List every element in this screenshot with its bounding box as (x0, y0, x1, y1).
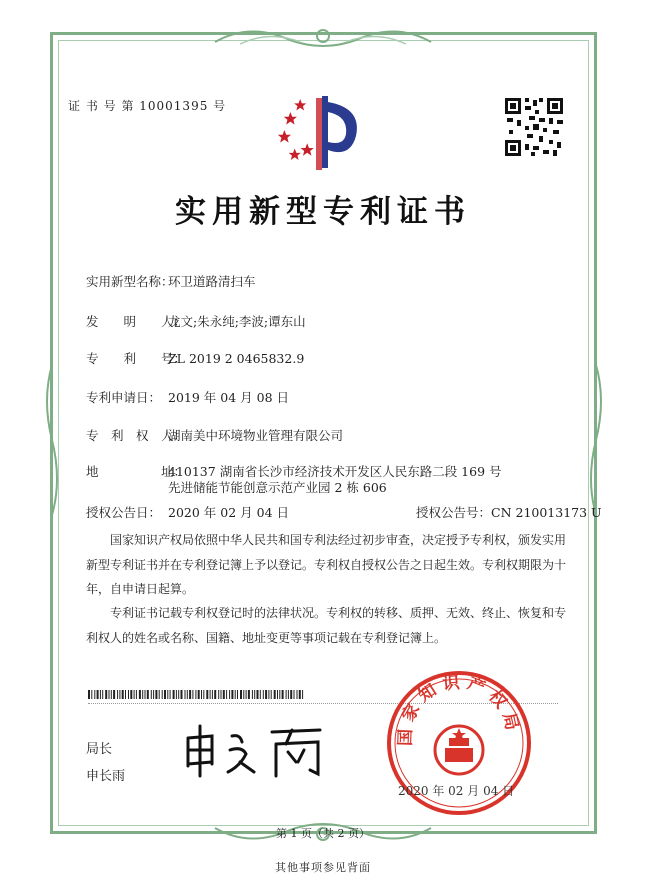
barcode-bar (302, 690, 303, 699)
paragraph-line: 专利证书记载专利权登记时的法律状况。专利权的转移、质押、无效、终止、恢复和专 (86, 606, 567, 620)
grant-statement-paragraph (86, 528, 566, 602)
barcode-bar (229, 690, 230, 699)
barcode-bar (279, 690, 280, 699)
barcode-bar (155, 690, 157, 699)
barcode-bar (178, 690, 179, 699)
seal-text: 国家知识产权局 (395, 672, 523, 747)
filing-date-value: 2019 年 04 月 08 日 (168, 390, 289, 405)
barcode-bar (97, 690, 99, 699)
legal-status-paragraph (86, 601, 566, 650)
page-number: 第 1 页（共 2 页） (276, 827, 370, 840)
barcode-bar (91, 690, 92, 699)
footer-note: 其他事项参见背面 (275, 861, 371, 874)
barcode-bar (162, 690, 163, 699)
barcode-bar (130, 690, 132, 699)
barcode-bar (237, 690, 238, 699)
barcode-bar (117, 690, 118, 699)
paragraph-line: 国家知识产权局依照中华人民共和国专利法经过初步审查，决定授予专利权，颁发实用 (86, 533, 567, 547)
seal-date: 2020 年 02 月 04 日 (398, 784, 515, 798)
patent-number-value: ZL 2019 2 0465832.9 (168, 351, 305, 366)
address-label: 地 址： (86, 464, 187, 479)
barcode-bar (246, 690, 247, 699)
barcode-bar (170, 690, 171, 699)
barcode-bar (288, 690, 289, 699)
barcode-bar (201, 690, 202, 699)
barcode-bar (254, 690, 255, 699)
barcode-bar (185, 690, 186, 699)
barcode-bar (102, 690, 103, 699)
barcode-bar (294, 690, 295, 699)
barcode-bar (100, 690, 101, 699)
barcode-bar (198, 690, 200, 699)
inventor-row (86, 312, 306, 330)
patent-number-label: 专 利 号： (86, 351, 187, 366)
utility-model-name-value: 环卫道路清扫车 (168, 274, 256, 289)
signatory-name: 申长雨 (86, 769, 126, 784)
barcode-bar (274, 690, 276, 699)
barcode-bar (257, 690, 259, 699)
barcode-bar (223, 690, 225, 699)
barcode-bar (159, 690, 160, 699)
address-value-line2: 先进储能节能创意示范产业园 2 栋 606 (168, 480, 387, 495)
paragraph-line: 年，自申请日起算。 (86, 582, 195, 596)
barcode-bar (88, 690, 90, 699)
barcode-bar (105, 690, 107, 699)
barcode-bar (139, 690, 141, 699)
certificate-number: 证 书 号 第 10001395 号 (68, 99, 227, 113)
right-ornament (586, 360, 606, 520)
barcode-bar (218, 690, 219, 699)
patentee-value: 湖南美中环境物业管理有限公司 (168, 428, 344, 443)
inventor-label: 发 明 人： (86, 314, 187, 329)
barcode-bar (181, 690, 183, 699)
paragraph-line: 新型专利证书并在专利登记簿上予以登记。专利权自授权公告之日起生效。专利权期限为十 (86, 557, 567, 572)
barcode-bar (142, 690, 143, 699)
signatory-title: 局长 (86, 742, 113, 757)
barcode-bar (268, 690, 269, 699)
grant-date-label: 授权公告日： (86, 505, 162, 520)
utility-model-name-label: 实用新型名称： (86, 274, 174, 289)
inventor-value: 龙文;朱永纯;李波;谭东山 (168, 314, 306, 329)
barcode-bar (297, 690, 298, 699)
barcode-bar (119, 690, 120, 699)
barcode-bar (153, 690, 154, 699)
barcode-bar (173, 690, 175, 699)
patent-number-row (86, 349, 304, 367)
barcode-bar (109, 690, 110, 699)
barcode-bar (145, 690, 146, 699)
barcode-bar (210, 690, 211, 699)
grant-number-value: CN 210013173 U (491, 505, 602, 520)
barcode-bar (240, 690, 242, 699)
address-value-line1: 410137 湖南省长沙市经济技术开发区人民东路二段 169 号 (168, 464, 502, 479)
barcode-bar (164, 690, 166, 699)
barcode-bar (263, 690, 264, 699)
barcode-bar (221, 690, 222, 699)
barcode-bar (203, 690, 204, 699)
barcode-bar (113, 690, 115, 699)
barcode-bar (167, 690, 168, 699)
barcode-bar (226, 690, 227, 699)
filing-date-row (86, 388, 289, 406)
barcode-bar (94, 690, 95, 699)
barcode-bar (111, 690, 112, 699)
barcode-bar (299, 690, 301, 699)
barcode-bar (252, 690, 253, 699)
filing-date-label: 专利申请日： (86, 390, 162, 405)
barcode-bar (195, 690, 196, 699)
barcode-bar (286, 690, 287, 699)
barcode (88, 690, 306, 699)
barcode-bar (122, 690, 124, 699)
grant-date-value: 2020 年 02 月 04 日 (168, 505, 289, 520)
barcode-bar (151, 690, 152, 699)
barcode-bar (206, 690, 208, 699)
patentee-row (86, 426, 343, 444)
barcode-bar (214, 690, 216, 699)
handwritten-signature (180, 720, 330, 780)
barcode-bar (235, 690, 236, 699)
qr-code (503, 96, 565, 158)
left-ornament (42, 360, 62, 520)
barcode-bar (136, 690, 137, 699)
barcode-bar (282, 690, 284, 699)
paragraph-line: 利权人的姓名或名称、国籍、地址变更等事项记载在专利登记簿上。 (86, 630, 447, 645)
barcode-bar (189, 690, 191, 699)
barcode-bar (192, 690, 193, 699)
certificate-title: 实用新型专利证书 (175, 194, 471, 230)
barcode-bar (231, 690, 233, 699)
barcode-bar (271, 690, 272, 699)
barcode-bar (290, 690, 292, 699)
barcode-bar (260, 690, 261, 699)
grant-number-label: 授权公告号： (416, 505, 492, 520)
barcode-bar (176, 690, 177, 699)
barcode-bar (147, 690, 149, 699)
barcode-bar (265, 690, 267, 699)
grant-number-row (416, 503, 602, 521)
barcode-bar (248, 690, 250, 699)
barcode-bar (243, 690, 244, 699)
barcode-bar (128, 690, 129, 699)
utility-model-name-row (86, 272, 256, 290)
barcode-bar (277, 690, 278, 699)
barcode-bar (134, 690, 135, 699)
barcode-bar (187, 690, 188, 699)
grant-date-row (86, 503, 289, 521)
barcode-bar (125, 690, 126, 699)
patentee-label: 专 利 权 人： (86, 428, 187, 443)
top-ornament (210, 22, 436, 52)
patent-office-logo (276, 88, 368, 172)
barcode-bar (212, 690, 213, 699)
